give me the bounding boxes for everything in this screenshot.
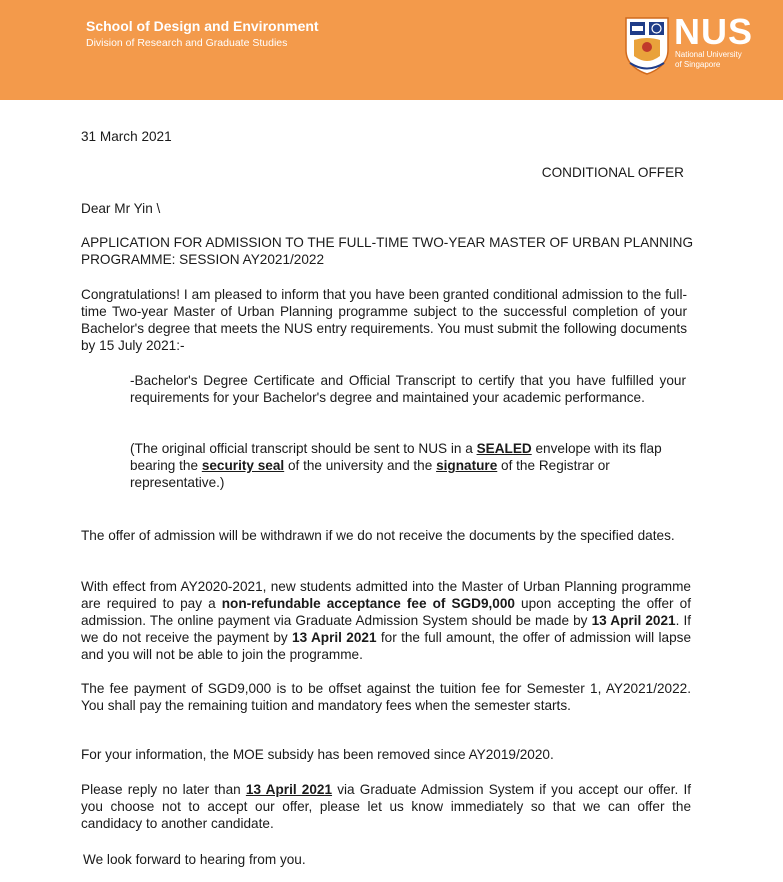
letter-date: 31 March 2021 xyxy=(81,129,172,144)
required-documents-item: -Bachelor's Degree Certificate and Official Transcript to certify that you have fulfilled your requirements for your Bachelor's degree and maintained your academic performance. xyxy=(130,373,686,405)
fee-text-c: upon accepting the offer of admission. The online payment via Graduate Admission System should be made by xyxy=(81,596,691,628)
paragraph-moe-subsidy: For your information, the MOE subsidy has been removed since AY2019/2020. xyxy=(81,747,554,762)
fee-text-a: With effect from AY2020-2021, new students admitted into the Master of Urban Planning programme are required to pay a xyxy=(81,579,691,611)
nus-logo-subtitle-2: of Singapore xyxy=(675,60,721,69)
paragraph-acceptance-fee xyxy=(81,578,691,663)
paragraph-congratulations: Congratulations! I am pleased to inform that you have been granted conditional admission to the full-time Two-year Master of Urban Planning programme subject to the successful completion of your Bachelor's degree that meets the NUS entry requirements. You must submit the following documents by 15 July 2021:- xyxy=(81,287,687,353)
paragraph-reply xyxy=(81,781,691,832)
closing-line: We look forward to hearing from you. xyxy=(83,852,306,867)
paragraph-fee-offset: The fee payment of SGD9,000 is to be offset against the tuition fee for Semester 1, AY2021/2022. You shall pay the remaining tuition and mandatory fees when the semester starts. xyxy=(81,681,691,713)
transcript-text-g: of the Registrar or representative.) xyxy=(130,458,610,490)
fee-amount-emphasis: non-refundable acceptance fee of SGD9,000 xyxy=(221,596,515,611)
salutation: Dear Mr Yin \ xyxy=(81,201,161,216)
reply-text-a: Please reply no later than xyxy=(81,782,246,797)
fee-text-g: for the full amount, the offer of admission will lapse and you will not be able to join the programme. xyxy=(81,630,692,662)
transcript-text-a: (The original official transcript should be sent to NUS in a xyxy=(130,441,477,456)
division-name: Division of Research and Graduate Studies xyxy=(86,37,288,49)
nus-logo-subtitle-1: National University xyxy=(675,50,742,59)
security-seal-emphasis: security seal xyxy=(201,458,285,473)
nus-crest-icon xyxy=(624,16,670,76)
nus-logo-text: NUS xyxy=(674,11,754,52)
offer-type-heading: CONDITIONAL OFFER xyxy=(541,165,684,180)
letter-subject: APPLICATION FOR ADMISSION TO THE FULL-TIME TWO-YEAR MASTER OF URBAN PLANNING PROGRAMME: SESSION AY2021/2022 xyxy=(81,235,694,267)
reply-text-c: via Graduate Admission System if you accept our offer. If you choose not to accept our offer, please let us know immediately so that we can offer the candidacy to another candidate. xyxy=(81,782,691,831)
transcript-text-e: of the university and the xyxy=(284,458,437,473)
signature-emphasis: signature xyxy=(436,458,498,473)
payment-deadline-2: 13 April 2021 xyxy=(292,630,377,645)
letterhead-banner xyxy=(0,0,783,100)
school-name: School of Design and Environment xyxy=(86,18,319,34)
payment-deadline-1: 13 April 2021 xyxy=(591,613,676,628)
sealed-emphasis: SEALED xyxy=(476,441,532,456)
reply-deadline: 13 April 2021 xyxy=(245,782,333,797)
transcript-instructions xyxy=(130,440,686,491)
fee-text-e: . If we do not receive the payment by xyxy=(81,613,692,645)
paragraph-withdrawal: The offer of admission will be withdrawn if we do not receive the documents by the specified dates. xyxy=(81,528,675,543)
transcript-text-c: envelope with its flap bearing the xyxy=(130,441,662,473)
